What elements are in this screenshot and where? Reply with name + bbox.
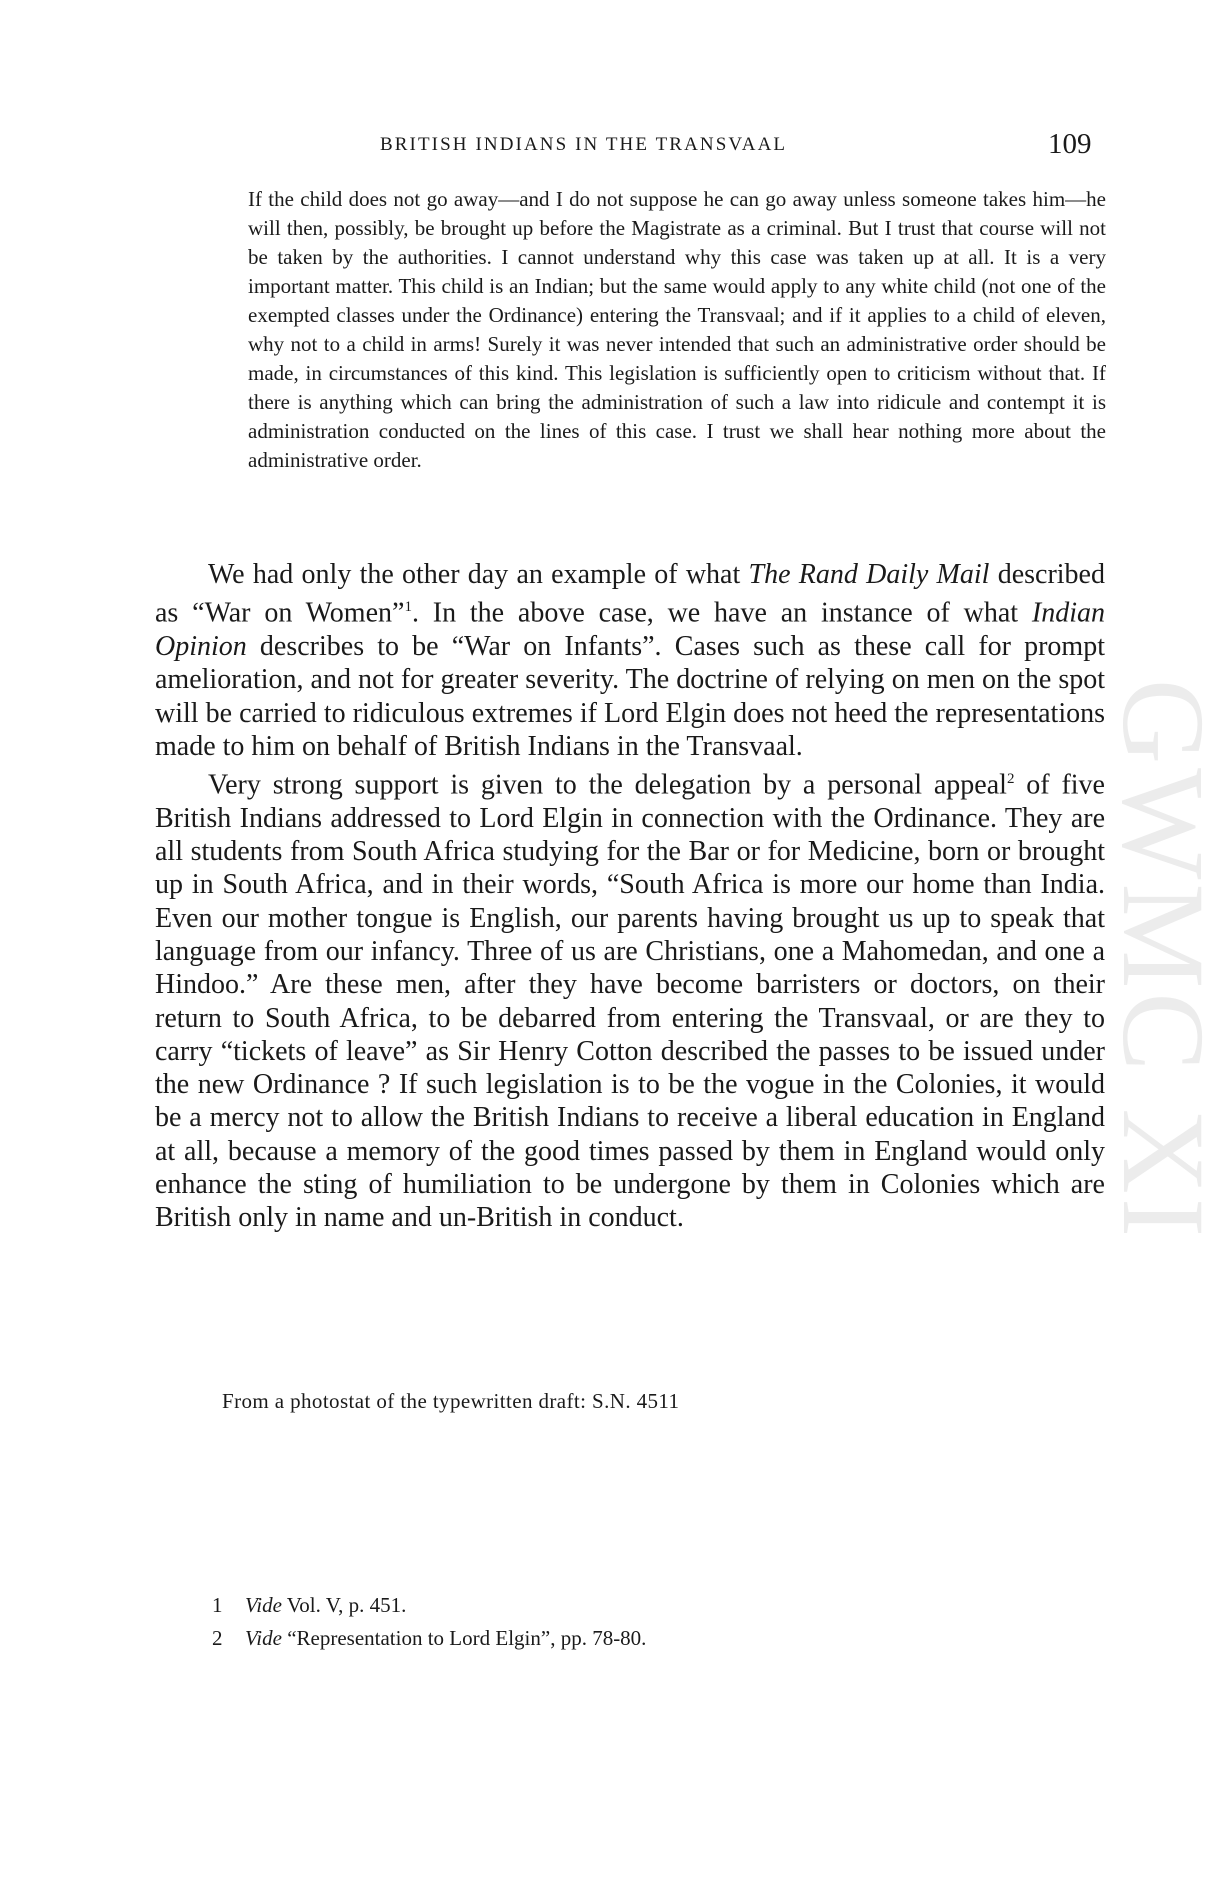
body-text — [155, 558, 1105, 1235]
footnote-vide: Vide — [245, 1626, 282, 1650]
paragraph-1 — [155, 558, 1105, 763]
footnote-2 — [212, 1622, 646, 1655]
indian-opinion-title: Indian Opinion — [155, 597, 1105, 662]
para1-text-1: We had only the other day an example of what — [208, 559, 749, 590]
footnote-number: 2 — [212, 1626, 223, 1650]
footnote-ref-2: 2 — [1006, 771, 1015, 788]
para1-text-2: described as “War on Women” — [155, 559, 1105, 629]
para2-text-2: of five British Indians addressed to Lord Elgin in connection with the Ordinance. They are all students from South Africa studying for the Bar or for Medicine, born or brought up in South Africa, and in their words, “South Africa is more our home than India. Even our mother tongue is English, our parents having brought us up to speak that language from our infancy. Three of us are Christians, one a Mahomedan, and one a Hindoo.” Are these men, after they have become barristers or doctors, on their return to South Africa, to be debarred from entering the Transvaal, or are they to carry “tickets of leave” as Sir Henry Cotton described the passes to be issued under the new Ordinance ? If such legislation is to be the vogue in the Colonies, it would be a mercy not to allow the British Indians to receive a liberal education in England at all, because a memory of the good times passed by them in England would only enhance the sting of humiliation to be undergone by them in Colonies which are British only in name and un-British in conduct. — [155, 769, 1105, 1234]
source-note: From a photostat of the typewritten draft: S.N. 4511 — [222, 1389, 680, 1413]
para1-text-4: describes to be “War on Infants”. Cases such as these call for prompt amelioration, and not for greater severity. The doctrine of relying on men on the spot will be carried to ridiculous extremes if Lord Elgin does not heed the representations made to him on behalf of British Indians in the Transvaal. — [155, 630, 1105, 762]
para1-text-3: . In the above case, we have an instance of what — [411, 597, 1032, 629]
page-number: 109 — [1048, 128, 1092, 160]
block-quote: If the child does not go away—and I do not suppose he can go away unless someone takes him—he will then, possibly, be brought up before the Magistrate as a criminal. But I trust that course will not be taken by the authorities. I cannot understand why this case was taken up at all. It is a very important matter. This child is an Indian; but the same would apply to any white child (not one of the exempted classes under the Ordinance) entering the Transvaal; and if it applies to a child of eleven, why not to a child in arms! Surely it was never intended that such an administrative order should be made, in circumstances of this kind. This legislation is sufficiently open to criticism without that. If there is anything which can bring the administration of such a law into ridicule and contempt it is administration conducted on the lines of this case. I trust we shall hear nothing more about the administrative order. — [248, 187, 1106, 472]
footnote-text: Vol. V, p. 451. — [281, 1593, 407, 1617]
running-head: BRITISH INDIANS IN THE TRANSVAAL — [380, 134, 788, 155]
watermark — [1098, 560, 1229, 1360]
rand-daily-mail-title: The Rand Daily Mail — [748, 559, 990, 590]
footnote-number: 1 — [212, 1593, 223, 1617]
paragraph-2 — [155, 763, 1105, 1234]
footnote-text: “Representation to Lord Elgin”, pp. 78-80. — [281, 1626, 647, 1650]
footnotes — [212, 1589, 646, 1655]
footnote-vide: Vide — [245, 1593, 282, 1617]
para2-text-1: Very strong support is given to the delegation by a personal appeal — [208, 769, 1007, 801]
watermark-text: GWMC XI — [1098, 678, 1229, 1242]
footnote-1 — [212, 1589, 646, 1622]
footnote-ref-1: 1 — [404, 599, 412, 616]
